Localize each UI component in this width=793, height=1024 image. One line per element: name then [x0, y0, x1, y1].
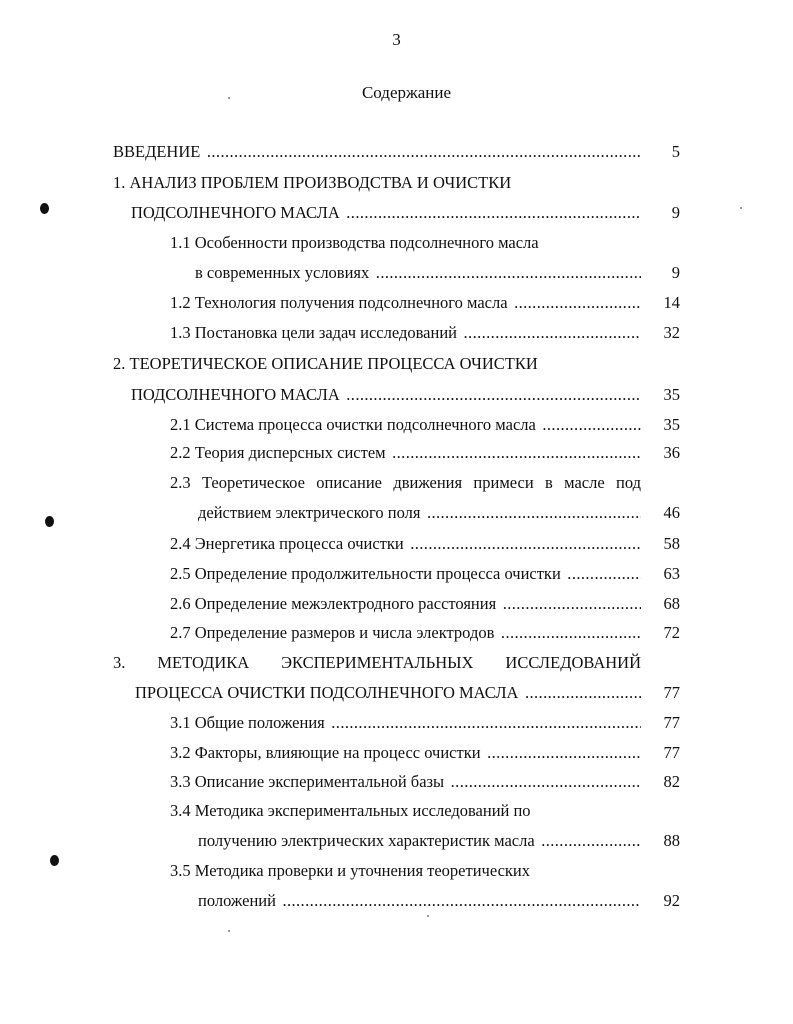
toc-page-2-5: 63: [663, 564, 680, 583]
toc-page-3-4: 88: [663, 831, 680, 850]
toc-entry-2-4: 2.4 Энергетика процесса очистки .....: [170, 532, 641, 556]
toc-entry-intro: ВВЕДЕНИЕ .....: [113, 140, 641, 164]
toc-entry-1-3: 1.3 Постановка цели задач исследований .....: [170, 321, 641, 345]
page-number: 3: [392, 30, 401, 49]
toc-entry-chapter-1-cont: ПОДСОЛНЕЧНОГО МАСЛА .....: [131, 201, 641, 225]
toc-entry-2-1: 2.1 Система процесса очистки подсолнечного масла .....: [170, 413, 641, 437]
toc-entry-2-5: 2.5 Определение продолжительности процесса очистки .....: [170, 562, 641, 586]
toc-entry-1-1-cont: в современных условиях .....: [195, 261, 641, 285]
toc-entry-1-2: 1.2 Технология получения подсолнечного масла .....: [170, 291, 641, 315]
toc-page-chapter-2: 35: [663, 385, 680, 404]
toc-page-intro: 5: [671, 142, 680, 161]
toc-entry-3-2: 3.2 Факторы, влияющие на процесс очистки .....: [170, 741, 641, 765]
toc-page-3-1: 77: [663, 713, 680, 732]
toc-entry-chapter-1: 1. АНАЛИЗ ПРОБЛЕМ ПРОИЗВОДСТВА И ОЧИСТКИ: [113, 173, 512, 192]
toc-page-2-6: 68: [663, 594, 680, 613]
toc-page-1-3: 32: [663, 323, 680, 342]
toc-page-1-1: 9: [671, 263, 680, 282]
toc-page-1-2: 14: [663, 293, 680, 312]
toc-page-2-4: 58: [663, 534, 680, 553]
toc-entry-3-4-cont: получению электрических характеристик масла .....: [198, 829, 641, 853]
toc-entry-3-3: 3.3 Описание экспериментальной базы .....: [170, 770, 641, 794]
toc-entry-1-1: 1.1 Особенности производства подсолнечного масла: [170, 233, 539, 252]
toc-entry-2-7: 2.7 Определение размеров и числа электродов .....: [170, 621, 641, 645]
toc-entry-2-2: 2.2 Теория дисперсных систем .....: [170, 441, 641, 465]
toc-page-3-2: 77: [663, 743, 680, 762]
scan-speck: [427, 915, 429, 917]
toc-entry-2-3: 2.3 Теоретическое описание движения примеси в масле под: [170, 473, 641, 492]
toc-entry-2-3-cont: действием электрического поля .....: [198, 501, 641, 525]
toc-page-2-2: 36: [663, 443, 680, 462]
toc-entry-chapter-3: 3. МЕТОДИКА ЭКСПЕРИМЕНТАЛЬНЫХ ИССЛЕДОВАНИЙ: [113, 653, 641, 672]
toc-entry-chapter-2-cont: ПОДСОЛНЕЧНОГО МАСЛА .....: [131, 383, 641, 407]
toc-page-3-3: 82: [663, 772, 680, 791]
toc-entry-2-6: 2.6 Определение межэлектродного расстояния .....: [170, 592, 641, 616]
toc-entry-3-1: 3.1 Общие положения .....: [170, 711, 641, 735]
scan-blot: [50, 855, 59, 866]
toc-page-chapter-1: 9: [671, 203, 680, 222]
toc-entry-3-5-cont: положений .....: [198, 889, 641, 913]
toc-entry-chapter-2: 2. ТЕОРЕТИЧЕСКОЕ ОПИСАНИЕ ПРОЦЕССА ОЧИСТКИ: [113, 354, 538, 373]
scan-speck: [228, 97, 230, 99]
toc-entry-3-4: 3.4 Методика экспериментальных исследований по: [170, 801, 531, 820]
scan-speck: [740, 207, 742, 209]
toc-page-2-1: 35: [663, 415, 680, 434]
scan-blot: [45, 516, 54, 527]
toc-page-3-5: 92: [663, 891, 680, 910]
toc-title: Содержание: [361, 83, 452, 102]
scan-blot: [40, 203, 49, 214]
toc-entry-3-5: 3.5 Методика проверки и уточнения теоретических: [170, 861, 531, 880]
toc-page-2-7: 72: [663, 623, 680, 642]
scan-speck: [228, 930, 230, 932]
toc-entry-chapter-3-cont: ПРОЦЕССА ОЧИСТКИ ПОДСОЛНЕЧНОГО МАСЛА .....: [135, 681, 641, 705]
toc-page-chapter-3: 77: [663, 683, 680, 702]
toc-page-2-3: 46: [663, 503, 680, 522]
